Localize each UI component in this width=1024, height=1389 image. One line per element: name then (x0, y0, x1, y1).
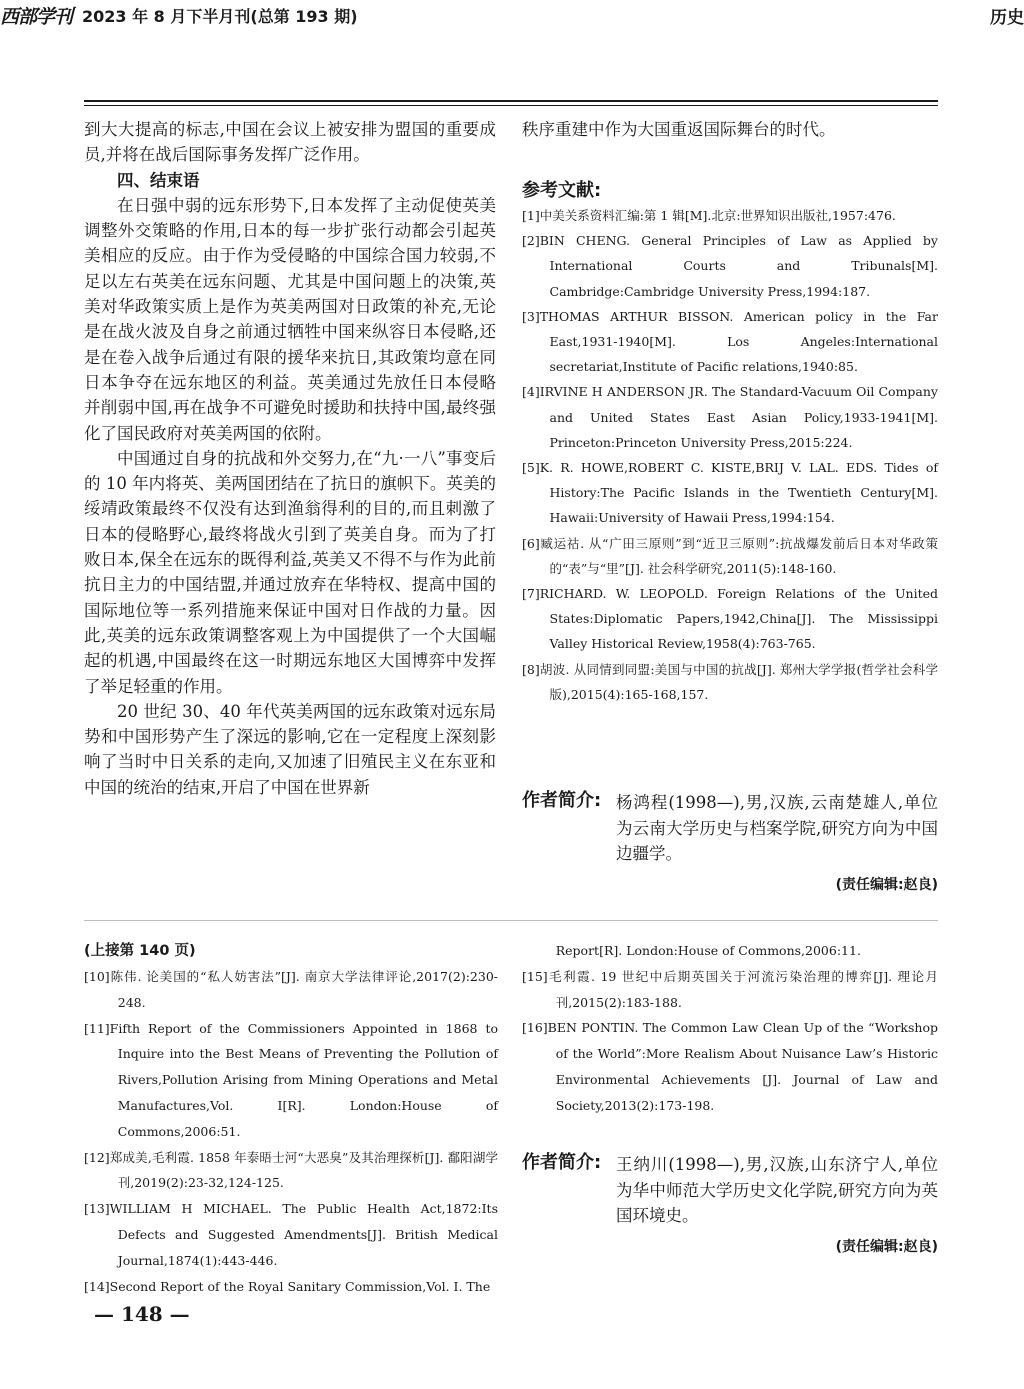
body-paragraph: 中国通过自身的抗战和外交努力,在“九·一八”事变后的 10 年内将英、美两国团结在了抗日的旗帜下。英美的绥靖政策最终不仅没有达到渔翁得利的目的,而且刺激了日本的侵略野心,最终将战火引到了英美自身。而为了打败日本,保全在远东的既得利益,英美又不得不与作为此前抗日主力的中国结盟,并通过放弃在华特权、提高中国的国际地位等一系列措施来保证中国对日作战的力量。因此,英美的远东政策调整客观上为中国提供了一个大国崛起的机遇,中国最终在这一时期远东地区大国博弈中发挥了举足轻重的作用。 (84, 448, 496, 696)
reference-item: [7]RICHARD. W. LEOPOLD. Foreign Relations of the United States:Diplomatic Papers,1942,China[J]. The Mississippi Valley Historical Review,1958(4):763-765. (522, 586, 938, 652)
issue-info: 2023 年 8 月下半月刊(总第 193 期) (82, 7, 358, 26)
author-bio (522, 788, 938, 868)
reference-item: [5]K. R. HOWE,ROBERT C. KISTE,BRIJ V. LAL. EDS. Tides of History:The Pacific Islands in the Twentieth Century[M]. Hawaii:University of Hawaii Press,1994:154. (522, 460, 938, 526)
reference-list-bottom-right (522, 938, 938, 1119)
body-paragraph: 20 世纪 30、40 年代英美两国的远东政策对远东局势和中国形势产生了深远的影响,它在一定程度上深刻影响了当时中日关系的走向,又加速了旧殖民主义在东亚和中国的统治的结束,开启了中国在世界新 (84, 701, 496, 797)
editor-credit: (责任编辑:赵良) (835, 877, 938, 893)
editor-credit: (责任编辑:赵良) (835, 1239, 938, 1255)
reference-item: [8]胡波. 从同情到同盟:美国与中国的抗战[J]. 郑州大学学报(哲学社会科学版),2015(4):165-168,157. (522, 661, 938, 702)
reference-item: [12]郑成美,毛利霞. 1858 年泰晤士河“大恶臭”及其治理探析[J]. 鄱阳湖学刊,2019(2):23-32,124-125. (84, 1149, 498, 1191)
header-rule-thick (84, 100, 938, 102)
body-paragraph: 在日强中弱的远东形势下,日本发挥了主动促使英美调整外交策略的作用,日本的每一步扩张行动都会引起英美相应的反应。由于作为受侵略的中国综合国力较弱,不足以左右英美在远东问题、尤其是中国问题上的决策,英美对华政策实质上是作为英美两国对日政策的补充,无论是在战火波及自身之前通过牺牲中国来纵容日本侵略,还是在卷入战争后通过有限的援华来抗日,其政策均意在同日本争夺在远东地区的利益。英美通过先放任日本侵略并削弱中国,再在战争不可避免时援助和扶持中国,最终强化了国民政府对英美两国的依附。 (84, 195, 496, 443)
body-paragraph: 到大大提高的标志,中国在会议上被安排为盟国的重要成员,并将在战后国际事务发挥广泛作用。 (84, 120, 496, 165)
references-title: 参考文献: (522, 180, 602, 201)
running-header (0, 0, 1024, 30)
author-label: 作者简介: (522, 1152, 602, 1173)
reference-item: [11]Fifth Report of the Commissioners Appointed in 1868 to Inquire into the Best Means of Preventing the Pollution of Rivers,Pollution Arising from Mining Operations and Metal Manufactures,Vol. I[R]. London:House of Commons,2006:51. (84, 1020, 498, 1139)
reference-list-bottom-left (84, 964, 498, 1299)
reference-item: [6]臧运祜. 从“广田三原则”到“近卫三原则”:抗战爆发前后日本对华政策的“表”与“里”[J]. 社会科学研究,2011(5):148-160. (522, 535, 938, 576)
section-name: 历史 (990, 8, 1024, 28)
reference-item: [16]BEN PONTIN. The Common Law Clean Up of the “Workshop of the World”:More Realism About Nuisance Law’s Historic Environmental Achievements [J]. Journal of Law and Society,2013(2):173-198. (522, 1020, 938, 1113)
body-paragraph: 秩序重建中作为大国重返国际舞台的时代。 (522, 120, 836, 139)
section-heading: 四、结束语 (117, 170, 200, 190)
reference-item: [13]WILLIAM H MICHAEL. The Public Health Act,1872:Its Defects and Suggested Amendments[J]. British Medical Journal,1874(1):443-446. (84, 1201, 498, 1268)
reference-item: [1]中美关系资料汇编:第 1 辑[M].北京:世界知识出版社,1957:476. (522, 208, 896, 223)
reference-item: [4]IRVINE H ANDERSON JR. The Standard-Vacuum Oil Company and United States East Asian Policy,1933-1941[M]. Princeton:Princeton University Press,2015:224. (522, 384, 938, 450)
reference-item: [14]Second Report of the Royal Sanitary Commission,Vol. I. The (84, 1278, 491, 1294)
continued-from-label: (上接第 140 页) (84, 943, 196, 959)
journal-name: 西部学刊 (0, 6, 73, 28)
page-number: — 148 — (94, 1302, 190, 1326)
header-rule-thin (84, 105, 938, 106)
reference-item: [3]THOMAS ARTHUR BISSON. American policy in the Far East,1931-1940[M]. Los Angeles:International secretariat,Institute of Pacific relations,1940:85. (522, 308, 938, 375)
author-label: 作者简介: (522, 790, 602, 811)
reference-item: [15]毛利霞. 19 世纪中后期英国关于河流污染治理的博弈[J]. 理论月刊,2015(2):183-188. (522, 968, 938, 1010)
right-column-continuation (522, 117, 938, 142)
author-bio (522, 1150, 938, 1230)
reference-list (522, 203, 938, 707)
author-text: 杨鸿程(1998—),男,汉族,云南楚雄人,单位为云南大学历史与档案学院,研究方向为中国边疆学。 (616, 793, 938, 863)
reference-item: [10]陈伟. 论美国的“私人妨害法”[J]. 南京大学法律评论,2017(2):230-248. (84, 969, 498, 1010)
reference-item: [2]BIN CHENG. General Principles of Law as Applied by International Courts and Tribunals[M]. Cambridge:Cambridge University Press,1994:187. (522, 233, 938, 299)
author-text: 王纳川(1998—),男,汉族,山东济宁人,单位为华中师范大学历史文化学院,研究方向为英国环境史。 (616, 1155, 938, 1225)
reference-continuation: Report[R]. London:House of Commons,2006:11. (555, 943, 861, 958)
section-divider (84, 920, 938, 921)
left-column (84, 117, 496, 800)
